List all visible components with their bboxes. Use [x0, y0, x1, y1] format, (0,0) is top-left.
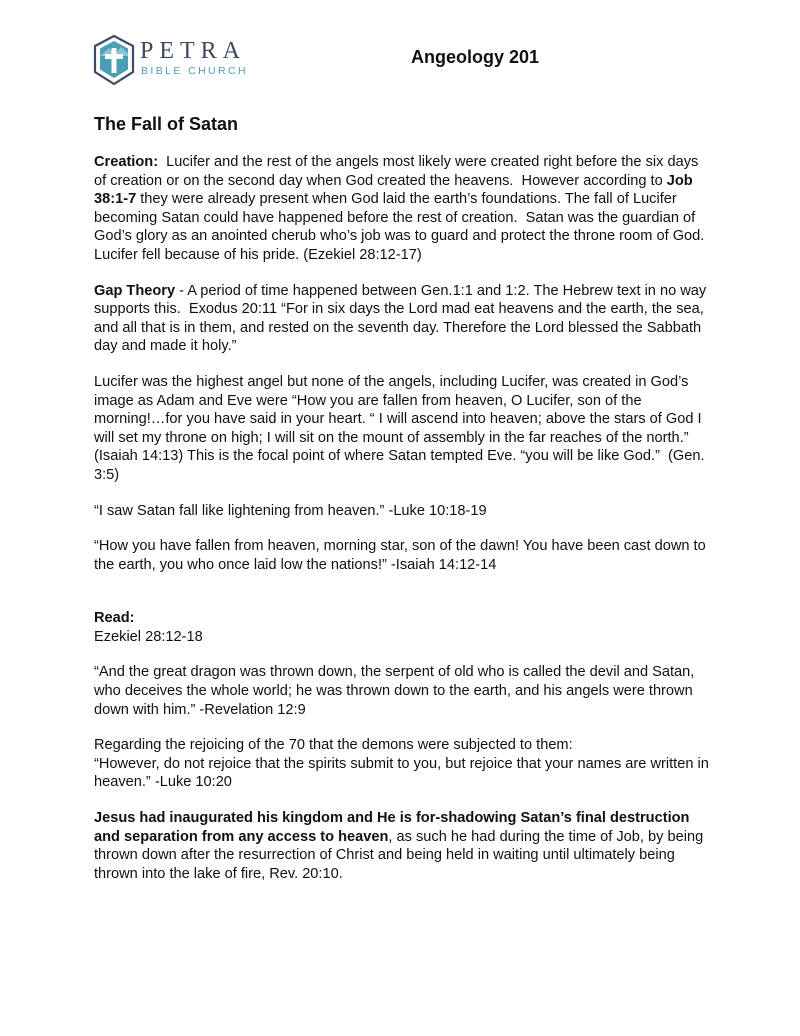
church-logo	[93, 34, 263, 86]
logo-name: PETRA	[140, 38, 247, 64]
creation-paragraph	[94, 153, 714, 265]
page-header	[0, 0, 800, 100]
logo-subtitle: BIBLE CHURCH	[141, 65, 248, 77]
luke-quote: “I saw Satan fall like lightening from heaven.” -Luke 10:18-19	[94, 502, 487, 519]
read-label: Read:	[94, 610, 135, 627]
gap-theory-paragraph	[94, 282, 714, 356]
isaiah-quote: “How you have fallen from heaven, morning star, son of the dawn! You have been cast down to the earth, you who once laid low the nations!” -Isaiah 14:12-14	[94, 538, 706, 573]
document-body	[94, 113, 714, 900]
rejoicing-intro: Regarding the rejoicing of the 70 that the demons were subjected to them:	[94, 737, 573, 754]
read-section	[94, 609, 714, 646]
conclusion-paragraph	[94, 809, 714, 883]
creation-text-2: they were already present when God laid the earth’s foundations. The fall of Lucifer becoming Satan could have happened before the rest of creation. Satan was the guardian of God’s glory as an anointed cherub who’s job was to guard and protect the throne room of God. Lucifer fell because of his pride. (Ezekiel 28:12-17)	[94, 191, 713, 263]
revelation-quote: “And the great dragon was thrown down, the serpent of old who is called the devil and Satan, who deceives the whole world; he was thrown down to the earth, and his angels were thrown down with him.” -Revelation 12:9	[94, 664, 695, 718]
read-reference: Ezekiel 28:12-18	[94, 628, 203, 645]
course-title: Angeology 201	[411, 47, 540, 67]
rejoicing-paragraph	[94, 736, 714, 792]
job-reference: Job 38:1-7	[94, 172, 693, 208]
gap-theory-text: - A period of time happened between Gen.1:1 and 1:2. The Hebrew text in no way supports this. Exodus 20:11 “For in six days the Lord mad eat heavens and the earth, the sea, and all that is in them, and rested on the seventh day. Therefore the Lord blessed the Sabbath day and made it holy.”	[94, 282, 711, 355]
spacer	[94, 591, 714, 609]
creation-text-1: Lucifer and the rest of the angels most likely were created right before the six days of creation or on the second day when God created the heavens. However according to	[94, 154, 703, 189]
petra-shield-icon	[93, 34, 135, 86]
lucifer-paragraph: Lucifer was the highest angel but none of the angels, including Lucifer, was created in God’s image as Adam and Eve were “How you are fallen from heaven, O Lucifer, son of the morning!…for you have said in your heart. “ I will ascend into heaven; above the stars of God I will set my throne on high; I will sit on the mount of assembly in the far reaches of the north.” (Isaiah 14:13) This is the focal point of where Satan tempted Eve. “you will be like God.” (Gen. 3:5)	[94, 373, 709, 483]
creation-label: Creation:	[94, 154, 159, 170]
rejoicing-quote: “However, do not rejoice that the spirits submit to you, but rejoice that your names are written in heaven.” -Luke 10:20	[94, 755, 709, 791]
conclusion-text: , as such he had during the time of Job, by being thrown down after the resurrection of Christ and being held in waiting until ultimately being thrown into the lake of fire, Rev. 20:10.	[94, 828, 704, 882]
conclusion-bold: Jesus had inaugurated his kingdom and He is for-shadowing Satan’s final destruction and separation from any access to heaven	[94, 810, 690, 845]
document-title: The Fall of Satan	[94, 114, 239, 134]
gap-theory-label: Gap Theory	[94, 282, 176, 299]
